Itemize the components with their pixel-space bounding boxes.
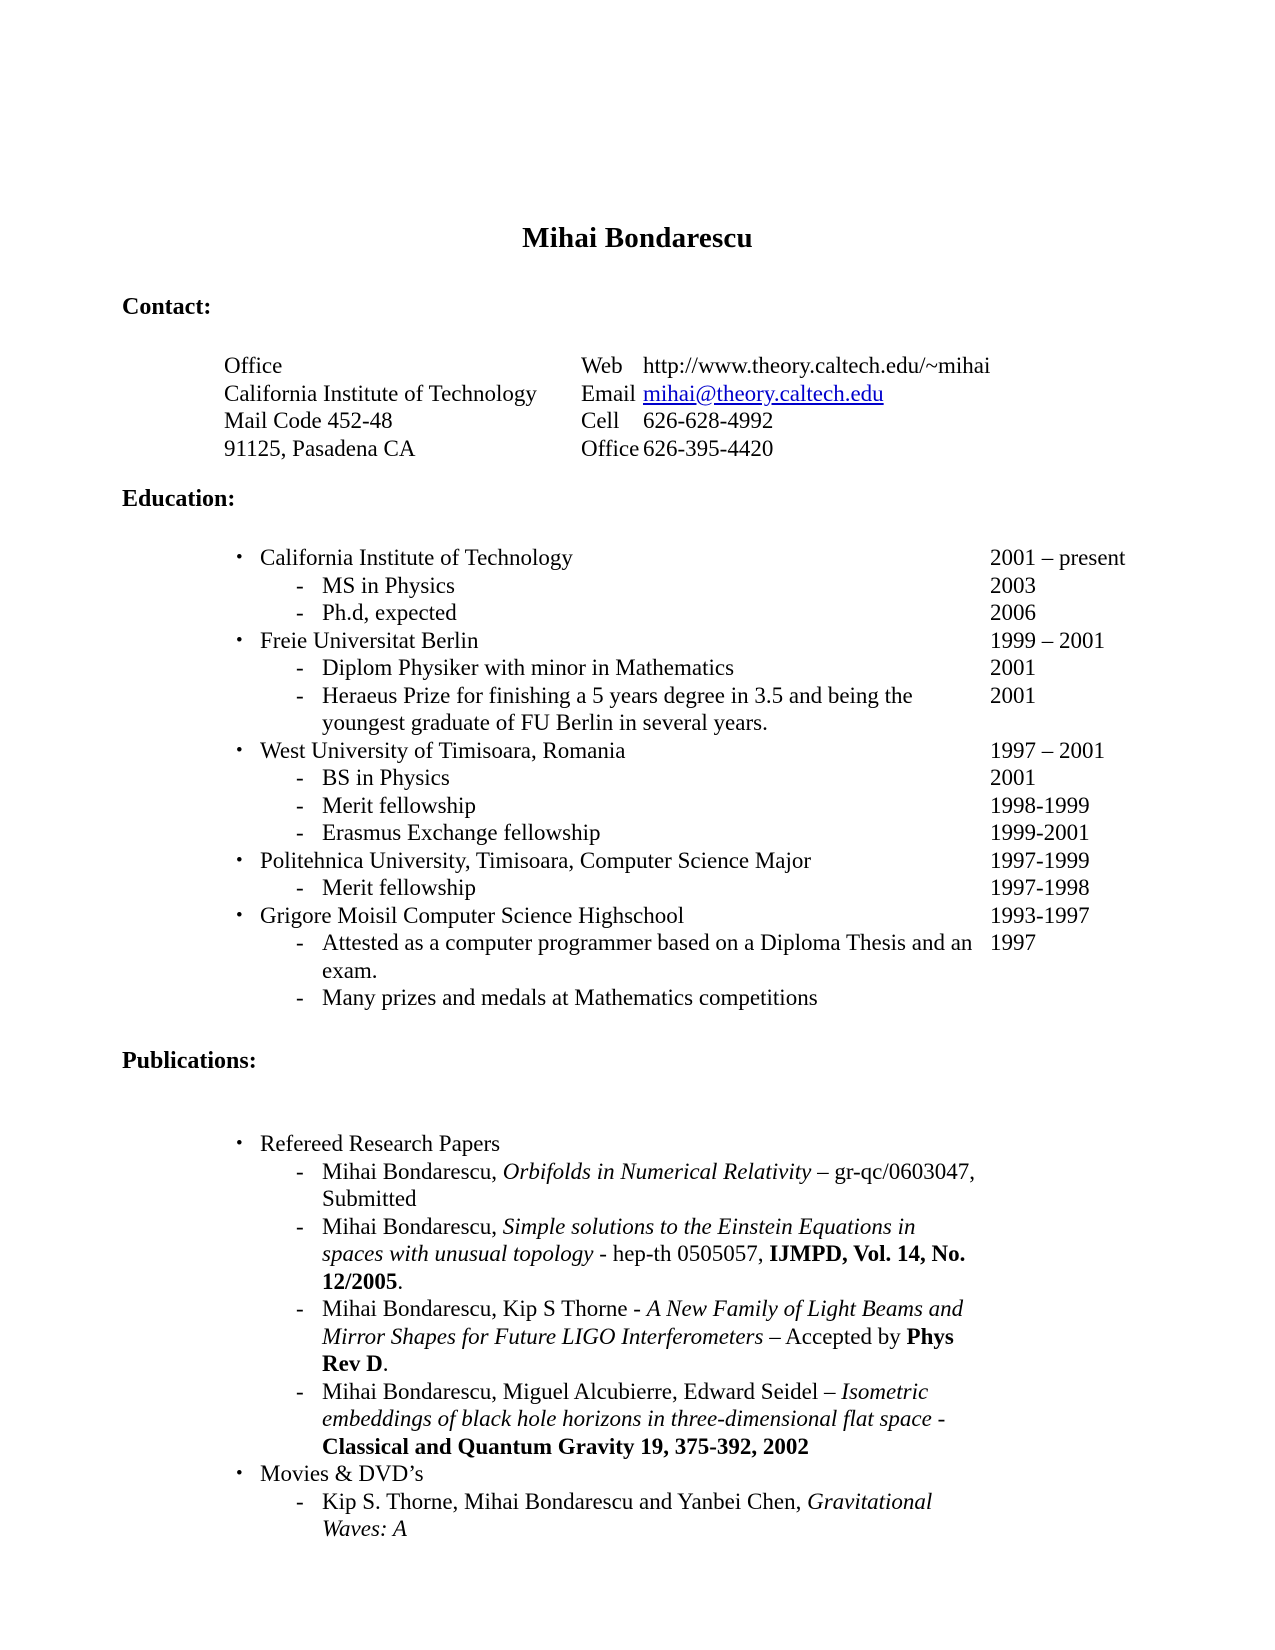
list-item-text: Merit fellowship <box>322 875 476 900</box>
list-item-text: Mihai Bondarescu, Miguel Alcubierre, Edward Seidel – Isometric embeddings of black hole horizons in three-dimensional flat space - Classical and Quantum Gravity 19, 375-392, 2002 <box>322 1378 946 1459</box>
list-item-date: 1998-1999 <box>990 792 1090 818</box>
dash-icon: - <box>296 820 304 845</box>
contact-block <box>224 352 990 462</box>
list-item-date: 2001 <box>990 655 1036 680</box>
sub-list-item <box>0 682 1275 737</box>
list-item-text: BS in Physics <box>322 765 450 790</box>
list-item-text: West University of Timisoara, Romania <box>260 737 626 763</box>
list-item-text: California Institute of Technology <box>260 545 573 570</box>
section-heading-contact: Contact: <box>122 294 212 320</box>
sub-list-item <box>0 1295 1275 1378</box>
dash-icon: - <box>296 682 304 708</box>
list-item <box>0 737 1275 765</box>
list-item-date: 1999-2001 <box>990 820 1090 845</box>
sub-list-item <box>0 654 1275 682</box>
contact-field-label: Email <box>581 380 636 406</box>
contact-row <box>224 435 990 463</box>
contact-address-line: California Institute of Technology <box>224 380 537 406</box>
list-item-text: Mihai Bondarescu, Orbifolds in Numerical Relativity – gr-qc/0603047, Submitted <box>322 1158 976 1211</box>
dash-icon: - <box>296 1296 304 1321</box>
list-item-text: Politehnica University, Timisoara, Computer Science Major <box>260 847 812 873</box>
list-item-text: Freie Universitat Berlin <box>260 627 479 653</box>
sub-list-item <box>0 874 1275 902</box>
dash-icon: - <box>296 1378 304 1404</box>
dash-icon: - <box>296 1488 304 1514</box>
sub-list-item <box>0 572 1275 600</box>
dash-icon: - <box>296 792 304 818</box>
list-item <box>0 627 1275 655</box>
contact-field-value: 626-395-4420 <box>643 435 774 461</box>
list-item-text: MS in Physics <box>322 572 455 598</box>
bullet-icon: • <box>236 739 243 761</box>
contact-field-label: Office <box>581 435 640 461</box>
list-item-text: Attested as a computer programmer based on a Diploma Thesis and an exam. <box>322 930 973 983</box>
sub-list-item <box>0 792 1275 820</box>
list-item-text: Mihai Bondarescu, Simple solutions to the Einstein Equations in spaces with unusual topology - hep-th 0505057, IJMPD, Vol. 14, No. 12/2005. <box>322 1213 966 1294</box>
list-item-date: 2001 – present <box>990 545 1126 570</box>
sub-list-item <box>0 1378 1275 1461</box>
list-item-text: Mihai Bondarescu, Kip S Thorne - A New Family of Light Beams and Mirror Shapes for Future LIGO Interferometers – Accepted by Phys Rev D. <box>322 1296 964 1376</box>
dash-icon: - <box>296 572 304 598</box>
list-item-date: 2001 <box>990 765 1036 790</box>
contact-address-line: Office <box>224 353 283 378</box>
contact-address-line: Mail Code 452-48 <box>224 408 393 433</box>
list-item-text: Many prizes and medals at Mathematics competitions <box>322 985 818 1010</box>
bullet-icon: • <box>236 1133 243 1154</box>
list-item-text: Grigore Moisil Computer Science Highschool <box>260 902 685 928</box>
list-item-date: 1993-1997 <box>990 902 1090 928</box>
sub-list-item <box>0 819 1275 847</box>
list-item-date: 1997-1999 <box>990 847 1090 873</box>
list-item <box>0 544 1275 572</box>
sub-list-item <box>0 599 1275 627</box>
contact-row <box>224 407 990 435</box>
dash-icon: - <box>296 985 304 1010</box>
publications-list <box>0 1130 1275 1543</box>
list-item-text: Movies & DVD’s <box>260 1461 424 1486</box>
contact-field-value: http://www.theory.caltech.edu/~mihai <box>643 353 991 378</box>
sub-list-item <box>0 764 1275 792</box>
list-item-text: Ph.d, expected <box>322 600 457 625</box>
list-item-text: Erasmus Exchange fellowship <box>322 820 601 845</box>
dash-icon: - <box>296 930 304 955</box>
list-item-date: 2003 <box>990 572 1036 598</box>
list-item <box>0 1130 1275 1158</box>
list-item-date: 1997-1998 <box>990 875 1090 900</box>
list-item-date: 2006 <box>990 600 1036 625</box>
bullet-icon: • <box>236 904 243 926</box>
sub-list-item <box>0 984 1275 1012</box>
sub-list-item <box>0 929 1275 984</box>
list-item-text: Kip S. Thorne, Mihai Bondarescu and Yanbei Chen, Gravitational Waves: A <box>322 1488 933 1541</box>
list-item-text: Merit fellowship <box>322 792 476 818</box>
contact-row <box>224 380 990 408</box>
list-item-date: 2001 <box>990 682 1036 708</box>
contact-row <box>224 352 990 380</box>
contact-address-line: 91125, Pasadena CA <box>224 435 416 461</box>
section-heading-education: Education: <box>122 486 236 512</box>
list-item <box>0 1460 1275 1488</box>
bullet-icon: • <box>236 1463 243 1484</box>
list-item-text: Refereed Research Papers <box>260 1131 501 1156</box>
sub-list-item <box>0 1213 1275 1296</box>
list-item-date: 1999 – 2001 <box>990 627 1105 653</box>
dash-icon: - <box>296 1213 304 1239</box>
list-item-text: Diplom Physiker with minor in Mathematics <box>322 655 735 680</box>
bullet-icon: • <box>236 629 243 651</box>
list-item-date: 1997 <box>990 930 1036 955</box>
list-item-text: Heraeus Prize for finishing a 5 years degree in 3.5 and being the youngest graduate of FU Berlin in several years. <box>322 682 913 735</box>
list-item <box>0 902 1275 930</box>
page-title: Mihai Bondarescu <box>522 222 753 254</box>
sub-list-item <box>0 1488 1275 1543</box>
list-item-date: 1997 – 2001 <box>990 737 1105 763</box>
dash-icon: - <box>296 765 304 790</box>
contact-field-value: 626-628-4992 <box>643 408 774 433</box>
dash-icon: - <box>296 1158 304 1184</box>
contact-email-link[interactable]: mihai@theory.caltech.edu <box>643 380 884 406</box>
section-heading-publications: Publications: <box>122 1048 257 1074</box>
list-item <box>0 847 1275 875</box>
bullet-icon: • <box>236 849 243 871</box>
education-list <box>0 544 1275 1012</box>
dash-icon: - <box>296 600 304 625</box>
contact-field-label: Cell <box>581 408 620 433</box>
sub-list-item <box>0 1158 1275 1213</box>
contact-table <box>224 352 990 462</box>
dash-icon: - <box>296 655 304 680</box>
bullet-icon: • <box>236 547 243 568</box>
contact-field-label: Web <box>581 353 623 378</box>
dash-icon: - <box>296 875 304 900</box>
